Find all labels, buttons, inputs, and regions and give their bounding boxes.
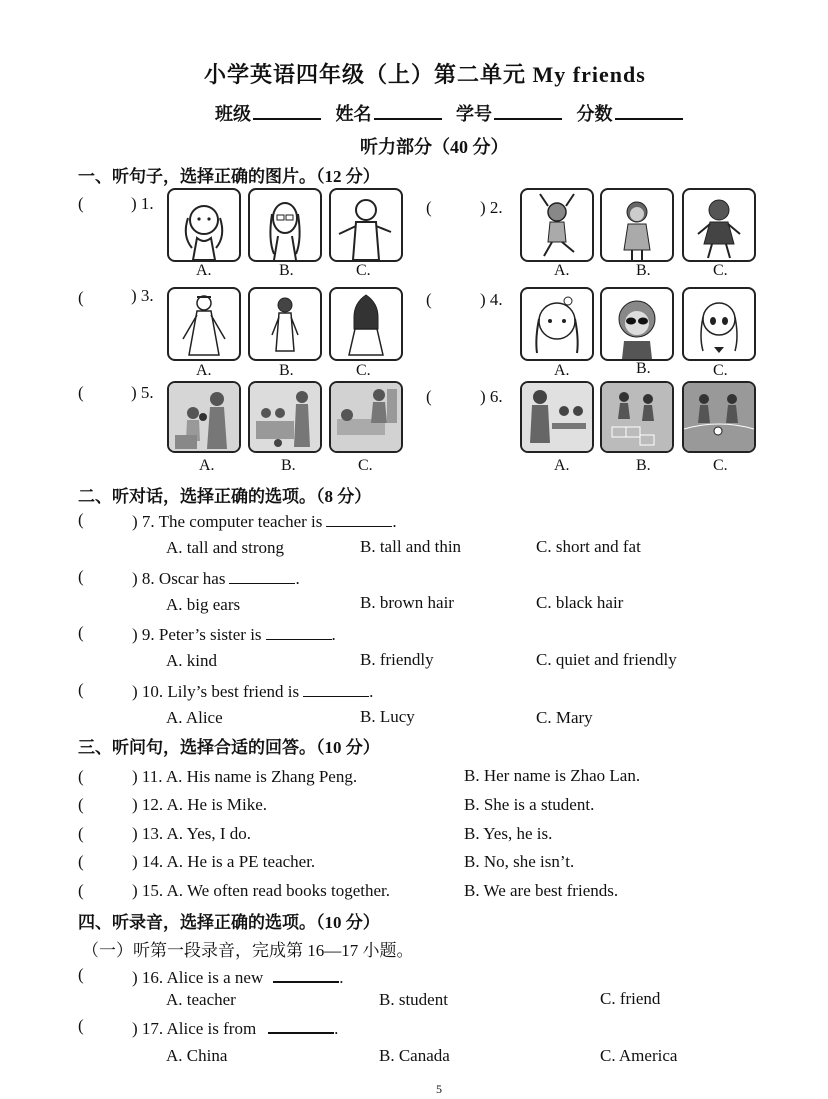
question-text	[132, 965, 344, 988]
question-text	[132, 567, 300, 589]
ancient-man-image[interactable]	[248, 287, 322, 361]
option-label: B.	[636, 457, 651, 474]
answer-paren[interactable]: (	[426, 387, 432, 406]
option-label: C.	[713, 457, 728, 474]
girl-braids-image[interactable]	[520, 287, 594, 361]
option-label: C.	[713, 262, 728, 279]
woman-pointing-image[interactable]	[329, 188, 403, 262]
section4-heading: 四、听录音，选择正确的选项。（10 分）	[78, 913, 380, 932]
question-text	[132, 510, 397, 532]
option-b[interactable]: B. Canada	[379, 1046, 450, 1065]
option-label: B.	[281, 457, 296, 474]
question-text	[132, 623, 336, 645]
answer-paren[interactable]: (	[78, 383, 84, 402]
answer-blank[interactable]	[326, 510, 392, 527]
option-label: C.	[356, 262, 371, 279]
girl-skipping-image[interactable]	[682, 188, 756, 262]
ancient-lady-long-robe-image[interactable]	[167, 287, 241, 361]
answer-blank[interactable]	[273, 965, 339, 983]
option-b[interactable]: B. Yes, he is.	[464, 824, 553, 843]
answer-paren[interactable]: (	[78, 510, 84, 529]
score-label: 分数	[576, 104, 613, 124]
question-stem: ) 10. Lily’s best friend is	[132, 682, 300, 701]
section2-heading: 二、听对话，选择正确的选项。（8 分）	[78, 487, 372, 506]
info-row	[215, 100, 693, 126]
girl-curly-hair-image[interactable]	[167, 188, 241, 262]
family-sofa-image[interactable]	[248, 381, 322, 453]
option-label: A.	[196, 362, 212, 379]
answer-paren[interactable]: (	[78, 965, 84, 984]
option-b[interactable]: B. Her name is Zhao Lan.	[464, 766, 641, 785]
answer-blank[interactable]	[268, 1016, 334, 1034]
question-end: .	[339, 968, 344, 987]
answer-blank[interactable]	[266, 623, 332, 640]
class-blank[interactable]	[253, 100, 321, 120]
option-label: B.	[636, 360, 651, 377]
option-b[interactable]: B. friendly	[360, 650, 434, 669]
option-b[interactable]: B. Lucy	[360, 707, 415, 726]
option-label: B.	[279, 262, 294, 279]
question-stem: ) 17. Alice is from	[132, 1019, 257, 1038]
girl-long-hair-image[interactable]	[682, 287, 756, 361]
question-text	[132, 1016, 338, 1039]
answer-paren[interactable]: (	[78, 567, 84, 586]
answer-paren[interactable]: (	[78, 824, 84, 843]
option-a[interactable]: A. kind	[166, 651, 217, 670]
option-b[interactable]: B. No, she isn’t.	[464, 852, 575, 871]
option-a[interactable]: ) 15. A. We often read books together.	[132, 881, 390, 900]
page-number: 5	[436, 1082, 442, 1096]
option-label: B.	[279, 362, 294, 379]
question-text	[132, 680, 373, 702]
question-number: ) 6.	[480, 387, 503, 406]
option-label: A.	[196, 262, 212, 279]
name-label: 姓名	[335, 104, 372, 124]
option-c[interactable]: C. short and fat	[536, 537, 641, 556]
children-hopscotch-image[interactable]	[600, 381, 674, 453]
option-a[interactable]: A. China	[166, 1046, 228, 1065]
option-a[interactable]: ) 11. A. His name is Zhang Peng.	[132, 767, 358, 786]
class-label: 班级	[215, 104, 251, 124]
question-number: ) 4.	[480, 290, 503, 309]
option-b[interactable]: B. student	[379, 990, 448, 1009]
name-blank[interactable]	[374, 100, 442, 120]
children-football-image[interactable]	[682, 381, 756, 453]
answer-paren[interactable]: (	[78, 288, 84, 307]
option-c[interactable]: C. Mary	[536, 708, 593, 727]
option-c[interactable]: C. America	[600, 1046, 678, 1065]
teacher-students-image[interactable]	[520, 381, 594, 453]
answer-paren[interactable]: (	[78, 623, 84, 642]
option-a[interactable]: ) 12. A. He is Mike.	[132, 795, 268, 814]
answer-paren[interactable]: (	[78, 194, 84, 213]
answer-blank[interactable]	[229, 567, 295, 584]
option-label: A.	[554, 457, 570, 474]
listening-title: 听力部分（40 分）	[360, 137, 509, 157]
question-end: .	[334, 1019, 339, 1038]
answer-paren[interactable]: (	[78, 881, 84, 900]
number-label: 学号	[456, 104, 492, 124]
question-end: .	[392, 512, 397, 531]
option-label: A.	[554, 262, 570, 279]
score-blank[interactable]	[615, 100, 683, 120]
option-c[interactable]: C. friend	[600, 989, 661, 1008]
answer-paren[interactable]: (	[78, 767, 84, 786]
option-b[interactable]: B. She is a student.	[464, 795, 595, 814]
answer-blank[interactable]	[303, 680, 369, 697]
question-stem: ) 9. Peter’s sister is	[132, 625, 262, 644]
number-blank[interactable]	[494, 100, 562, 120]
answer-paren[interactable]: (	[426, 290, 432, 309]
answer-paren[interactable]: (	[78, 1016, 84, 1035]
option-b[interactable]: B. We are best friends.	[464, 881, 619, 900]
option-a[interactable]: A. Alice	[166, 708, 223, 727]
option-c[interactable]: C. quiet and friendly	[536, 650, 677, 669]
question-stem: ) 7. The computer teacher is	[132, 512, 323, 531]
question-number: ) 2.	[480, 198, 503, 217]
option-a[interactable]: A. teacher	[166, 990, 236, 1009]
mother-child-flowers-image[interactable]	[167, 381, 241, 453]
option-a[interactable]: ) 14. A. He is a PE teacher.	[132, 852, 316, 871]
option-label: B.	[636, 262, 651, 279]
subsection-instruction: （一）听第一段录音，完成第 16—17 小题。	[82, 941, 414, 960]
girl-standing-image[interactable]	[600, 188, 674, 262]
woman-glasses-long-hair-image[interactable]	[248, 188, 322, 262]
question-end: .	[331, 625, 336, 644]
answer-paren[interactable]: (	[78, 852, 84, 871]
option-label: A.	[554, 362, 570, 379]
section3-heading: 三、听问句，选择合适的回答。（10 分）	[78, 738, 380, 757]
option-label: C.	[358, 457, 373, 474]
page-title: 小学英语四年级（上）第二单元 My friends	[204, 62, 646, 87]
option-label: C.	[356, 362, 371, 379]
option-a[interactable]: ) 13. A. Yes, I do.	[132, 824, 252, 843]
option-label: A.	[199, 457, 215, 474]
answer-paren[interactable]: (	[426, 198, 432, 217]
question-number: ) 5.	[131, 383, 154, 402]
child-sick-bed-image[interactable]	[329, 381, 403, 453]
option-b[interactable]: B. tall and thin	[360, 537, 462, 556]
option-a[interactable]: A. tall and strong	[166, 538, 285, 557]
answer-paren[interactable]: (	[78, 680, 84, 699]
girl-dancing-image[interactable]	[520, 188, 594, 262]
question-stem: ) 16. Alice is a new	[132, 968, 264, 987]
question-number: ) 1.	[131, 194, 154, 213]
question-end: .	[369, 682, 374, 701]
option-a[interactable]: A. big ears	[166, 595, 241, 614]
girl-sunglasses-image[interactable]	[600, 287, 674, 361]
option-c[interactable]: C. black hair	[536, 593, 624, 612]
question-number: ) 3.	[131, 286, 154, 305]
section1-heading: 一、听句子，选择正确的图片。（12 分）	[78, 167, 380, 186]
woman-veil-image[interactable]	[329, 287, 403, 361]
answer-paren[interactable]: (	[78, 795, 84, 814]
option-b[interactable]: B. brown hair	[360, 593, 454, 612]
question-stem: ) 8. Oscar has	[132, 569, 226, 588]
option-label: C.	[713, 362, 728, 379]
question-end: .	[295, 569, 300, 588]
